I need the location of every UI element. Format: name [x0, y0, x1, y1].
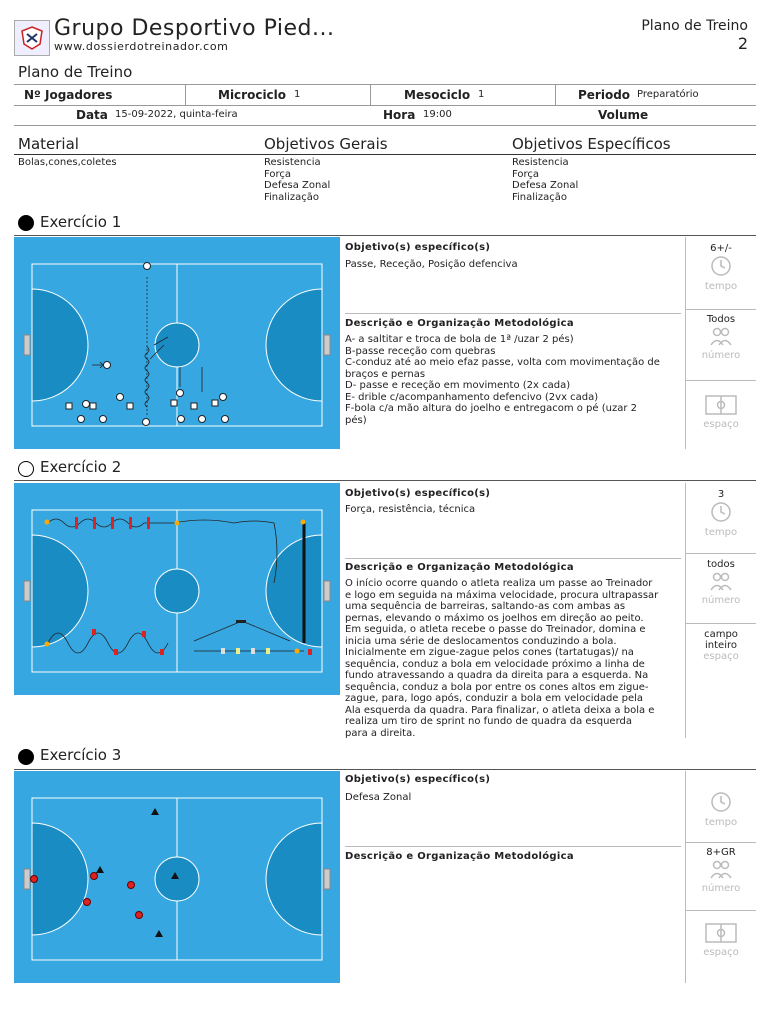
- hora-value: 19:00: [423, 109, 452, 120]
- description-line: O início ocorre quando o atleta realiza um passe ao Treinador: [345, 578, 653, 589]
- numero-label: número: [701, 883, 741, 894]
- numero-value: 8+GR: [706, 847, 736, 858]
- espaco-label: espaço: [703, 947, 739, 958]
- description-line: pernas, elevando o máximo os joelhos em direção ao peito.: [345, 612, 644, 624]
- page-number: 2: [737, 34, 748, 53]
- description-line: Ala esquerda da quadra. Para finalizar, o atleta deixa a bola e: [345, 704, 655, 716]
- divider: [14, 235, 756, 236]
- divider: [14, 480, 756, 481]
- website[interactable]: www.dossierdotreinador.com: [54, 40, 229, 53]
- description-line: inicia uma série de deslocamentos conduzindo a bola.: [345, 635, 617, 647]
- exercise-2-court[interactable]: [14, 483, 340, 695]
- data-label: Data: [76, 108, 108, 122]
- court-diagram: [14, 771, 340, 983]
- description-line: zague, para, logo após, conduzir a bola em velocidade pela: [345, 693, 644, 704]
- divider: [686, 842, 756, 843]
- exercise-2-objective: Força, resistência, técnica: [345, 504, 476, 515]
- exercise-1-description: [345, 334, 681, 426]
- clock-icon: [709, 254, 733, 278]
- description-line: D- passe e receção em movimento (2x cada): [345, 380, 571, 391]
- exercise-1-numero: [686, 314, 756, 361]
- volume-label: Volume: [598, 108, 649, 122]
- exercise-3-espaco: [686, 918, 756, 958]
- divider: [14, 125, 756, 126]
- exercise-2-espaco: [686, 629, 756, 662]
- divider: [686, 623, 756, 624]
- objetivos-especificos-list: [512, 157, 578, 203]
- players-icon: [709, 570, 733, 592]
- exercise-3-numero: [686, 847, 756, 894]
- exercise-1-objective: Passe, Receção, Posição defenciva: [345, 259, 518, 270]
- exercise-2-bullet-icon: [18, 461, 34, 477]
- list-item: Defesa Zonal: [264, 180, 331, 191]
- description-line: uma sequência de barreiras, saltando-as com ambas as: [345, 601, 626, 612]
- exercise-2-title: Exercício 2: [40, 458, 122, 476]
- field-icon: [704, 922, 738, 944]
- exercise-3-objective-label: Objetivo(s) específico(s): [345, 774, 491, 785]
- periodo-value: Preparatório: [637, 89, 699, 100]
- espaco-label: espaço: [703, 419, 739, 430]
- divider: [345, 846, 681, 847]
- exercise-1-espaco: [686, 386, 756, 430]
- divider: [345, 313, 681, 314]
- objetivos-gerais-list: [264, 157, 330, 203]
- tempo-label: tempo: [704, 817, 738, 828]
- numero-value: Todos: [706, 314, 736, 325]
- tempo-label: tempo: [704, 281, 738, 292]
- clock-icon: [709, 500, 733, 524]
- numero-value: todos: [707, 559, 735, 570]
- numero-label: número: [701, 595, 741, 606]
- description-line: pés): [345, 414, 367, 426]
- divider: [345, 558, 681, 559]
- divider: [14, 769, 756, 770]
- description-line: C-conduz até ao meio efaz passe, volta com movimentação de: [345, 357, 660, 368]
- numero-label: número: [701, 350, 741, 361]
- exercise-3-description-label: Descrição e Organização Metodológica: [345, 851, 574, 862]
- hora-label: Hora: [383, 108, 416, 122]
- players-icon: [709, 325, 733, 347]
- espaco-value: campo inteiro: [704, 629, 738, 651]
- club-logo: [14, 20, 50, 56]
- microciclo-label: Microciclo: [218, 88, 287, 102]
- microciclo-value: 1: [294, 89, 301, 100]
- list-item: Finalização: [512, 191, 567, 203]
- description-line: para a direita.: [345, 727, 416, 739]
- list-item: Resistencia: [512, 157, 569, 168]
- divider: [185, 85, 186, 105]
- exercise-1-court[interactable]: [14, 237, 340, 449]
- list-item: Defesa Zonal: [512, 180, 579, 191]
- description-line: E- drible c/acompanhamento defencivo (2vx cada): [345, 391, 599, 403]
- objetivos-gerais-label: Objetivos Gerais: [264, 135, 388, 153]
- divider: [686, 910, 756, 911]
- divider: [686, 380, 756, 381]
- description-line: B-passe receção com quebras: [345, 345, 496, 357]
- exercise-1-tempo: [686, 243, 756, 292]
- tempo-label: tempo: [704, 527, 738, 538]
- court-diagram: [14, 237, 340, 449]
- periodo-label: Periodo: [578, 88, 631, 102]
- exercise-2-tempo: [686, 489, 756, 538]
- exercise-3-title: Exercício 3: [40, 746, 122, 764]
- exercise-2-objective-label: Objetivo(s) específico(s): [345, 488, 491, 499]
- description-line: Em seguida, o atleta recebe o passe do Treinador, domina e: [345, 624, 646, 635]
- divider: [14, 84, 756, 85]
- club-crest-icon: [18, 24, 46, 52]
- espaco-value: [686, 386, 756, 394]
- court-diagram: [14, 483, 340, 695]
- description-line: A- a saltitar e troca de bola de 1ª /uzar 2 pés): [345, 334, 574, 345]
- description-line: F-bola c/a mão altura do joelho e entregacom o pé (uzar 2: [345, 403, 637, 414]
- exercise-1-title: Exercício 1: [40, 213, 122, 231]
- exercise-2-numero: [686, 559, 756, 606]
- field-icon: [704, 394, 738, 416]
- description-line: realiza um tiro de sprint no fundo de quadra da esquerda: [345, 716, 632, 727]
- material-label: Material: [18, 135, 79, 153]
- divider: [686, 553, 756, 554]
- objetivos-especificos-label: Objetivos Específicos: [512, 135, 671, 153]
- description-line: sequência, conduz a bola por entre os cones altos em zigue-: [345, 681, 649, 693]
- divider: [370, 85, 371, 105]
- doc-type: Plano de Treino: [641, 18, 748, 34]
- tempo-value: 6+/-: [710, 243, 732, 254]
- mesociclo-label: Mesociclo: [404, 88, 471, 102]
- jogadores-label: Nº Jogadores: [24, 88, 113, 102]
- description-line: fundo atravessando a quadra da direita para a esquerda. Na: [345, 670, 649, 681]
- material-value: Bolas,cones,coletes: [18, 157, 117, 168]
- exercise-1-description-label: Descrição e Organização Metodológica: [345, 318, 574, 329]
- plan-section-title: Plano de Treino: [18, 63, 133, 81]
- exercise-1-bullet-icon: [18, 215, 34, 231]
- exercise-2-description-label: Descrição e Organização Metodológica: [345, 562, 574, 573]
- data-value: 15-09-2022, quinta-feira: [115, 109, 238, 120]
- list-item: Resistencia: [264, 157, 321, 168]
- divider: [14, 105, 756, 106]
- exercise-1-objective-label: Objetivo(s) específico(s): [345, 242, 491, 253]
- exercise-3-tempo: [686, 782, 756, 828]
- description-line: e logo em seguida na máxima velocidade, procura ultrapassar: [345, 589, 659, 601]
- divider: [555, 85, 556, 105]
- description-line: sequência, conduz a bola em velocidade próximo a linha de: [345, 658, 645, 670]
- players-icon: [709, 858, 733, 880]
- divider: [686, 309, 756, 310]
- list-item: Força: [512, 168, 540, 180]
- espaco-label: espaço: [703, 651, 739, 662]
- exercise-2-description: [345, 578, 681, 739]
- list-item: Força: [264, 168, 292, 180]
- tempo-value: [686, 782, 756, 790]
- clock-icon: [709, 790, 733, 814]
- description-line: Inicialmente em zigue-zague pelos cones (tartatugas)/ na: [345, 647, 634, 658]
- mesociclo-value: 1: [478, 89, 485, 100]
- description-line: braços e pernas: [345, 368, 426, 380]
- divider: [14, 154, 756, 155]
- exercise-3-bullet-icon: [18, 749, 34, 765]
- exercise-3-court[interactable]: [14, 771, 340, 983]
- exercise-3-objective: Defesa Zonal: [345, 792, 412, 803]
- club-name: Grupo Desportivo Pied...: [54, 16, 335, 41]
- tempo-value: 3: [717, 489, 725, 500]
- list-item: Finalização: [264, 191, 319, 203]
